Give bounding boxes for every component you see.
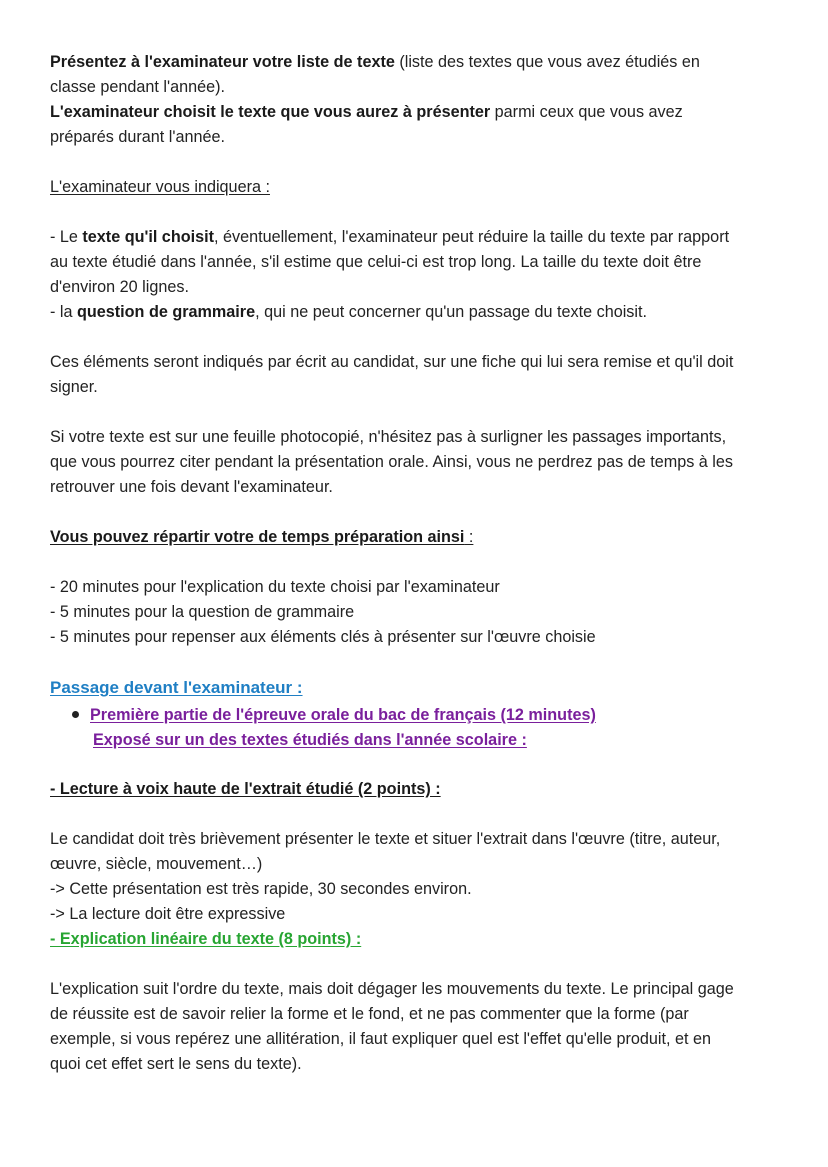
explication-line-3 — [50, 1027, 798, 1052]
intro-bold-2: L'examinateur choisit le texte que vous aurez à présenter — [50, 103, 491, 121]
allitération-link[interactable]: allitération — [265, 1030, 340, 1048]
passage-heading[interactable] — [50, 675, 798, 700]
lecture-line-4: -> La lecture doit être expressive — [50, 905, 286, 923]
photocopie-line-2: que vous pourrez citer pendant la présentation orale. Ainsi, vous ne perdrez pas de temps à les — [50, 453, 733, 471]
explication-heading[interactable] — [50, 927, 798, 952]
elements-line-1: Ces éléments seront indiqués par écrit au candidat, sur une fiche qui lui sera remise et qu'il doit — [50, 353, 734, 371]
repartir-heading — [50, 525, 798, 550]
explication-line-3b: , il faut expliquer quel est l'effet qu'elle produit, et en — [339, 1030, 711, 1048]
premiere-partie-link[interactable]: Première partie de l'épreuve orale du bac de français (12 minutes) — [90, 706, 596, 724]
explication-line-1: L'explication suit l'ordre du texte, mais doit dégager les mouvements du texte. Le principal gage — [50, 980, 734, 998]
texte-item-line-1 — [50, 225, 798, 250]
intro-line-1 — [50, 50, 798, 75]
premiere-partie-line-2[interactable] — [93, 728, 798, 753]
explication-line-2: de réussite est de savoir relier la forme et le fond, et ne pas commenter que la forme (par — [50, 1005, 689, 1023]
intro-bold-1: Présentez à l'examinateur votre liste de texte — [50, 53, 395, 71]
photocopie-line-3: retrouver une fois devant l'examinateur. — [50, 478, 333, 496]
repartir-bold: Vous pouvez répartir votre de temps préparation ainsi — [50, 528, 465, 546]
indiquera-heading: L'examinateur vous indiquera : — [50, 178, 270, 196]
grammaire-item-bold: question de grammaire — [77, 303, 256, 321]
intro-line-4: préparés durant l'année. — [50, 128, 225, 146]
texte-item-rest: , éventuellement, l'examinateur peut réduire la taille du texte par rapport — [213, 228, 730, 246]
lecture-line-1: Le candidat doit très brièvement présenter le texte et situer l'extrait dans l'œuvre (titre, auteur, — [50, 830, 721, 848]
texte-item-line-3: d'environ 20 lignes. — [50, 278, 189, 296]
grammaire-item-rest: , qui ne peut concerner qu'un passage du texte choisit. — [255, 303, 647, 321]
intro-line-2: classe pendant l'année). — [50, 78, 225, 96]
lecture-heading-text: - Lecture à voix haute de l'extrait étudié (2 points) : — [50, 780, 441, 798]
intro-text-2: parmi ceux que vous avez — [490, 103, 683, 121]
intro-line-3 — [50, 100, 798, 125]
intro-text-1: (liste des textes que vous avez étudiés en — [394, 53, 700, 71]
passage-heading-link[interactable]: Passage devant l'examinateur : — [50, 678, 303, 697]
explication-heading-link[interactable]: - Explication linéaire du texte (8 points) : — [50, 930, 362, 948]
explication-line-3a: exemple, si vous repérez une — [50, 1030, 266, 1048]
texte-item-prefix: - Le — [50, 228, 83, 246]
lecture-line-3: -> Cette présentation est très rapide, 30 secondes environ. — [50, 880, 472, 898]
repartir-colon: : — [464, 528, 474, 546]
lecture-line-2: œuvre, siècle, mouvement…) — [50, 855, 263, 873]
bullet-dot — [72, 711, 79, 718]
grammaire-item — [50, 300, 798, 325]
expose-link[interactable]: Exposé sur un des textes étudiés dans l'année scolaire : — [93, 731, 527, 749]
texte-item-bold: texte qu'il choisit — [82, 228, 214, 246]
timing-item: - 5 minutes pour repenser aux éléments clés à présenter sur l'œuvre choisie — [50, 628, 596, 646]
grammaire-item-prefix: - la — [50, 303, 77, 321]
timing-item: - 20 minutes pour l'explication du texte choisi par l'examinateur — [50, 578, 500, 596]
lecture-heading — [50, 777, 798, 802]
timing-item: - 5 minutes pour la question de grammaire — [50, 603, 355, 621]
elements-line-2: signer. — [50, 378, 98, 396]
explication-line-4: quoi cet effet sert le sens du texte). — [50, 1055, 302, 1073]
photocopie-line-1: Si votre texte est sur une feuille photocopié, n'hésitez pas à surligner les passages importants, — [50, 428, 727, 446]
texte-item-line-2: au texte étudié dans l'année, s'il estime que celui-ci est trop long. La taille du texte doit être — [50, 253, 702, 271]
premiere-partie-line-1[interactable] — [90, 703, 798, 728]
